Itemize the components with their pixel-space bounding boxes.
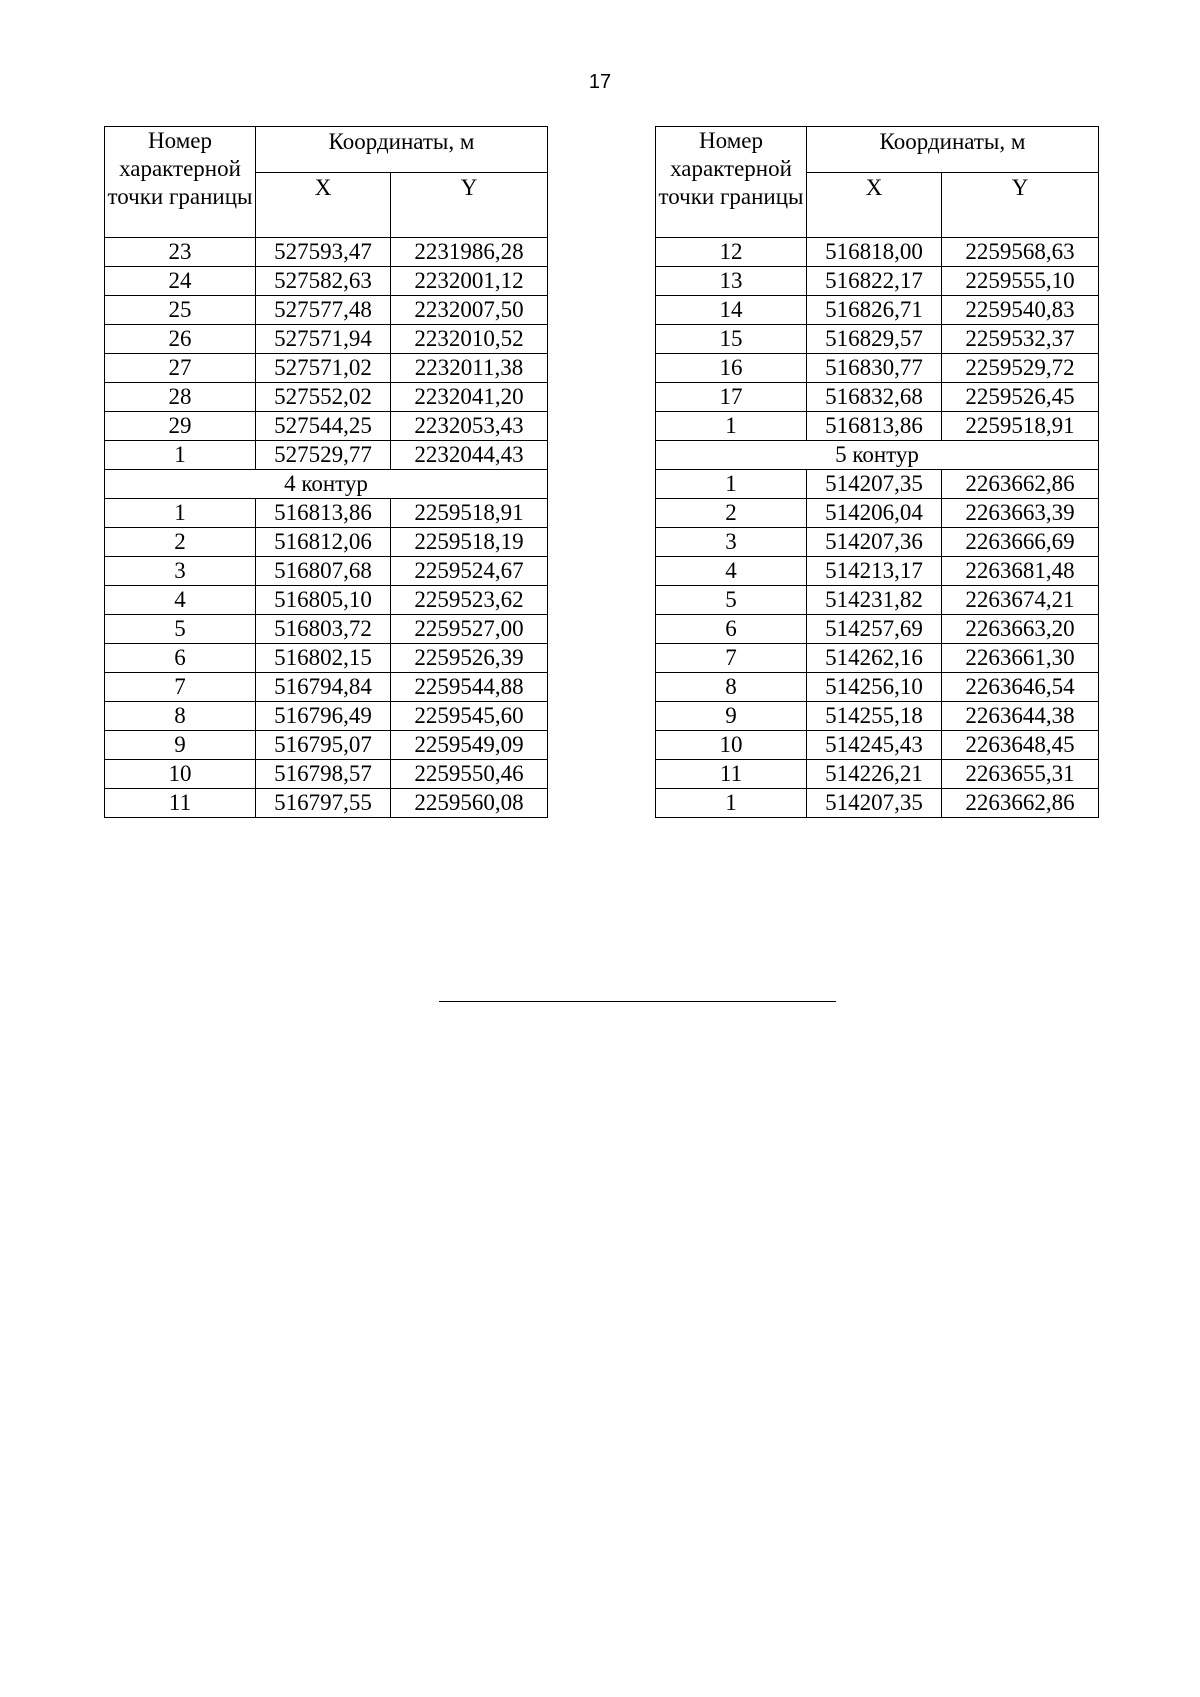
point-number-cell: 15: [656, 325, 807, 354]
x-coordinate-cell: 527552,02: [256, 383, 391, 412]
x-coordinate-cell: 514213,17: [807, 557, 942, 586]
point-number-cell: 24: [105, 267, 256, 296]
point-number-cell: 10: [105, 760, 256, 789]
table-row: [656, 383, 1099, 412]
x-coordinate-cell: 514262,16: [807, 644, 942, 673]
x-coordinate-cell: 514245,43: [807, 731, 942, 760]
x-coordinate-cell: 516805,10: [256, 586, 391, 615]
x-coordinate-cell: 527529,77: [256, 441, 391, 470]
point-number-cell: 4: [105, 586, 256, 615]
y-coordinate-cell: 2259526,45: [942, 383, 1099, 412]
table-row: [656, 615, 1099, 644]
y-coordinate-cell: 2263662,86: [942, 470, 1099, 499]
point-number-cell: 1: [656, 470, 807, 499]
table-row: [656, 586, 1099, 615]
x-coordinate-cell: 516832,68: [807, 383, 942, 412]
header-x: X: [807, 173, 942, 238]
point-number-cell: 12: [656, 238, 807, 267]
table-row: [105, 789, 548, 818]
contour-row: [656, 441, 1099, 470]
point-number-cell: 25: [105, 296, 256, 325]
point-number-cell: 11: [656, 760, 807, 789]
point-number-cell: 1: [656, 789, 807, 818]
x-coordinate-cell: 527593,47: [256, 238, 391, 267]
y-coordinate-cell: 2263663,39: [942, 499, 1099, 528]
point-number-cell: 5: [105, 615, 256, 644]
table-row: [656, 267, 1099, 296]
x-coordinate-cell: 516802,15: [256, 644, 391, 673]
y-coordinate-cell: 2259555,10: [942, 267, 1099, 296]
point-number-cell: 14: [656, 296, 807, 325]
point-number-cell: 10: [656, 731, 807, 760]
y-coordinate-cell: 2259518,19: [391, 528, 548, 557]
point-number-cell: 4: [656, 557, 807, 586]
header-point-number: Номер характерной точки границы: [656, 127, 807, 238]
table-body: [105, 238, 548, 818]
point-number-cell: 17: [656, 383, 807, 412]
y-coordinate-cell: 2259526,39: [391, 644, 548, 673]
x-coordinate-cell: 516812,06: [256, 528, 391, 557]
y-coordinate-cell: 2259529,72: [942, 354, 1099, 383]
point-number-cell: 7: [105, 673, 256, 702]
coordinates-table-right: [655, 126, 1099, 818]
contour-row: [105, 470, 548, 499]
table-row: [656, 789, 1099, 818]
table-row: [656, 673, 1099, 702]
y-coordinate-cell: 2259545,60: [391, 702, 548, 731]
y-coordinate-cell: 2232044,43: [391, 441, 548, 470]
point-number-cell: 5: [656, 586, 807, 615]
y-coordinate-cell: 2259550,46: [391, 760, 548, 789]
point-number-cell: 6: [105, 644, 256, 673]
table-row: [105, 760, 548, 789]
table-row: [656, 760, 1099, 789]
point-number-cell: 23: [105, 238, 256, 267]
x-coordinate-cell: 516822,17: [807, 267, 942, 296]
y-coordinate-cell: 2263666,69: [942, 528, 1099, 557]
x-coordinate-cell: 516807,68: [256, 557, 391, 586]
x-coordinate-cell: 514207,35: [807, 789, 942, 818]
table-row: [105, 731, 548, 760]
header-y: Y: [391, 173, 548, 238]
y-coordinate-cell: 2259518,91: [391, 499, 548, 528]
y-coordinate-cell: 2259560,08: [391, 789, 548, 818]
table-row: [105, 238, 548, 267]
y-coordinate-cell: 2231986,28: [391, 238, 548, 267]
table-row: [656, 296, 1099, 325]
table-row: [656, 499, 1099, 528]
x-coordinate-cell: 527571,94: [256, 325, 391, 354]
table-row: [105, 412, 548, 441]
header-x: X: [256, 173, 391, 238]
header-coordinates: Координаты, м: [807, 127, 1099, 173]
y-coordinate-cell: 2259523,62: [391, 586, 548, 615]
y-coordinate-cell: 2259568,63: [942, 238, 1099, 267]
y-coordinate-cell: 2232001,12: [391, 267, 548, 296]
y-coordinate-cell: 2259524,67: [391, 557, 548, 586]
table-row: [105, 354, 548, 383]
table-row: [105, 557, 548, 586]
y-coordinate-cell: 2263663,20: [942, 615, 1099, 644]
x-coordinate-cell: 516829,57: [807, 325, 942, 354]
point-number-cell: 2: [656, 499, 807, 528]
x-coordinate-cell: 516826,71: [807, 296, 942, 325]
point-number-cell: 26: [105, 325, 256, 354]
y-coordinate-cell: 2232011,38: [391, 354, 548, 383]
point-number-cell: 1: [105, 499, 256, 528]
table-row: [105, 528, 548, 557]
y-coordinate-cell: 2259540,83: [942, 296, 1099, 325]
x-coordinate-cell: 514231,82: [807, 586, 942, 615]
header-y: Y: [942, 173, 1099, 238]
table-row: [656, 644, 1099, 673]
point-number-cell: 8: [105, 702, 256, 731]
y-coordinate-cell: 2259549,09: [391, 731, 548, 760]
x-coordinate-cell: 527544,25: [256, 412, 391, 441]
point-number-cell: 1: [105, 441, 256, 470]
coordinates-table-left: [104, 126, 548, 818]
point-number-cell: 28: [105, 383, 256, 412]
table-row: [656, 702, 1099, 731]
table-row: [656, 412, 1099, 441]
x-coordinate-cell: 516798,57: [256, 760, 391, 789]
table-row: [105, 673, 548, 702]
x-coordinate-cell: 516830,77: [807, 354, 942, 383]
x-coordinate-cell: 514207,35: [807, 470, 942, 499]
table-row: [105, 702, 548, 731]
x-coordinate-cell: 514257,69: [807, 615, 942, 644]
table-row: [105, 296, 548, 325]
page-number: 17: [588, 71, 612, 93]
y-coordinate-cell: 2232053,43: [391, 412, 548, 441]
table-row: [656, 557, 1099, 586]
y-coordinate-cell: 2232010,52: [391, 325, 548, 354]
y-coordinate-cell: 2263646,54: [942, 673, 1099, 702]
point-number-cell: 3: [105, 557, 256, 586]
table-row: [656, 354, 1099, 383]
point-number-cell: 13: [656, 267, 807, 296]
x-coordinate-cell: 514226,21: [807, 760, 942, 789]
x-coordinate-cell: 516813,86: [256, 499, 391, 528]
y-coordinate-cell: 2232007,50: [391, 296, 548, 325]
table-row: [105, 325, 548, 354]
y-coordinate-cell: 2263661,30: [942, 644, 1099, 673]
table-row: [656, 470, 1099, 499]
y-coordinate-cell: 2259518,91: [942, 412, 1099, 441]
y-coordinate-cell: 2263648,45: [942, 731, 1099, 760]
point-number-cell: 11: [105, 789, 256, 818]
y-coordinate-cell: 2263662,86: [942, 789, 1099, 818]
x-coordinate-cell: 516813,86: [807, 412, 942, 441]
table-row: [105, 615, 548, 644]
point-number-cell: 6: [656, 615, 807, 644]
x-coordinate-cell: 527571,02: [256, 354, 391, 383]
table-row: [105, 499, 548, 528]
table-row: [656, 528, 1099, 557]
x-coordinate-cell: 516818,00: [807, 238, 942, 267]
x-coordinate-cell: 516796,49: [256, 702, 391, 731]
contour-label: 4 контур: [105, 470, 548, 499]
x-coordinate-cell: 514207,36: [807, 528, 942, 557]
point-number-cell: 1: [656, 412, 807, 441]
point-number-cell: 29: [105, 412, 256, 441]
y-coordinate-cell: 2263681,48: [942, 557, 1099, 586]
table-body: [656, 238, 1099, 818]
table-row: [105, 441, 548, 470]
table-row: [105, 586, 548, 615]
point-number-cell: 3: [656, 528, 807, 557]
x-coordinate-cell: 514206,04: [807, 499, 942, 528]
x-coordinate-cell: 516803,72: [256, 615, 391, 644]
point-number-cell: 7: [656, 644, 807, 673]
point-number-cell: 8: [656, 673, 807, 702]
x-coordinate-cell: 514256,10: [807, 673, 942, 702]
table-row: [656, 238, 1099, 267]
x-coordinate-cell: 516797,55: [256, 789, 391, 818]
point-number-cell: 16: [656, 354, 807, 383]
y-coordinate-cell: 2259527,00: [391, 615, 548, 644]
point-number-cell: 2: [105, 528, 256, 557]
table-row: [656, 325, 1099, 354]
y-coordinate-cell: 2259532,37: [942, 325, 1099, 354]
header-coordinates: Координаты, м: [256, 127, 548, 173]
table-row: [105, 383, 548, 412]
x-coordinate-cell: 527577,48: [256, 296, 391, 325]
point-number-cell: 27: [105, 354, 256, 383]
y-coordinate-cell: 2263644,38: [942, 702, 1099, 731]
y-coordinate-cell: 2263655,31: [942, 760, 1099, 789]
separator-line: [439, 1001, 836, 1002]
x-coordinate-cell: 516795,07: [256, 731, 391, 760]
table-row: [105, 644, 548, 673]
y-coordinate-cell: 2259544,88: [391, 673, 548, 702]
table-row: [656, 731, 1099, 760]
x-coordinate-cell: 514255,18: [807, 702, 942, 731]
point-number-cell: 9: [105, 731, 256, 760]
x-coordinate-cell: 516794,84: [256, 673, 391, 702]
y-coordinate-cell: 2232041,20: [391, 383, 548, 412]
contour-label: 5 контур: [656, 441, 1099, 470]
y-coordinate-cell: 2263674,21: [942, 586, 1099, 615]
table-row: [105, 267, 548, 296]
point-number-cell: 9: [656, 702, 807, 731]
x-coordinate-cell: 527582,63: [256, 267, 391, 296]
header-point-number: Номер характерной точки границы: [105, 127, 256, 238]
